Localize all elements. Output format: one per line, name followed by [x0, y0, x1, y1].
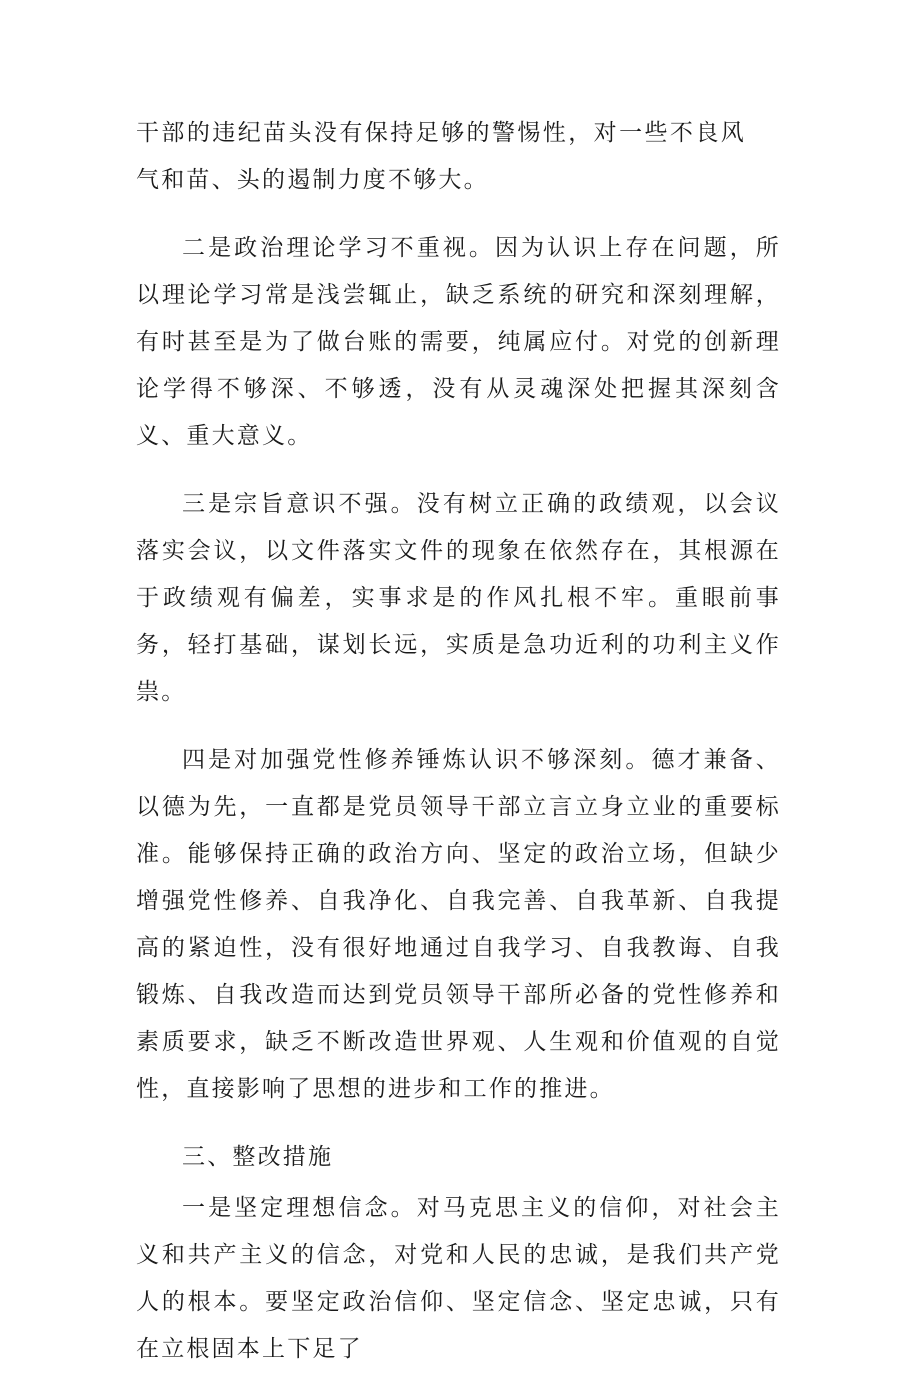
paragraph-point-three: 三是宗旨意识不强。没有树立正确的政绩观，以会议落实会议，以文件落实文件的现象在依然存在，其根源在于政绩观有偏差，实事求是的作风扎根不牢。重眼前事务，轻打基础，谋划长远，实质是急功近利的功利主义作祟。 [136, 491, 781, 705]
paragraph-point-two: 二是政治理论学习不重视。因为认识上存在问题，所以理论学习常是浅尝辄止，缺乏系统的研究和深刻理解，有时甚至是为了做台账的需要，纯属应付。对党的创新理论学得不够深、不够透，没有从灵魂深处把握其深刻含义、重大意义。 [136, 235, 781, 449]
paragraph-measure-one: 一是坚定理想信念。对马克思主义的信仰，对社会主义和共产主义的信念，对党和人民的忠诚，是我们共产党人的根本。要坚定政治信仰、坚定信念、坚定忠诚，只有在立根固本上下足了 [136, 1195, 781, 1362]
paragraph-continuation: 干部的违纪苗头没有保持足够的警惕性，对一些不良风气和苗、头的遏制力度不够大。 [136, 120, 746, 193]
paragraph-point-four: 四是对加强党性修养锤炼认识不够深刻。德才兼备、以德为先，一直都是党员领导干部立言立身立业的重要标准。能够保持正确的政治方向、坚定的政治立场，但缺少增强党性修养、自我净化、自我完善、自我革新、自我提高的紧迫性，没有很好地通过自我学习、自我教诲、自我锻炼、自我改造而达到党员领导干部所必备的党性修养和素质要求，缺乏不断改造世界观、人生观和价值观的自觉性，直接影响了思想的进步和工作的推进。 [136, 747, 781, 1102]
section-heading: 三、整改措施 [182, 1144, 334, 1170]
document-page [136, 110, 781, 1373]
